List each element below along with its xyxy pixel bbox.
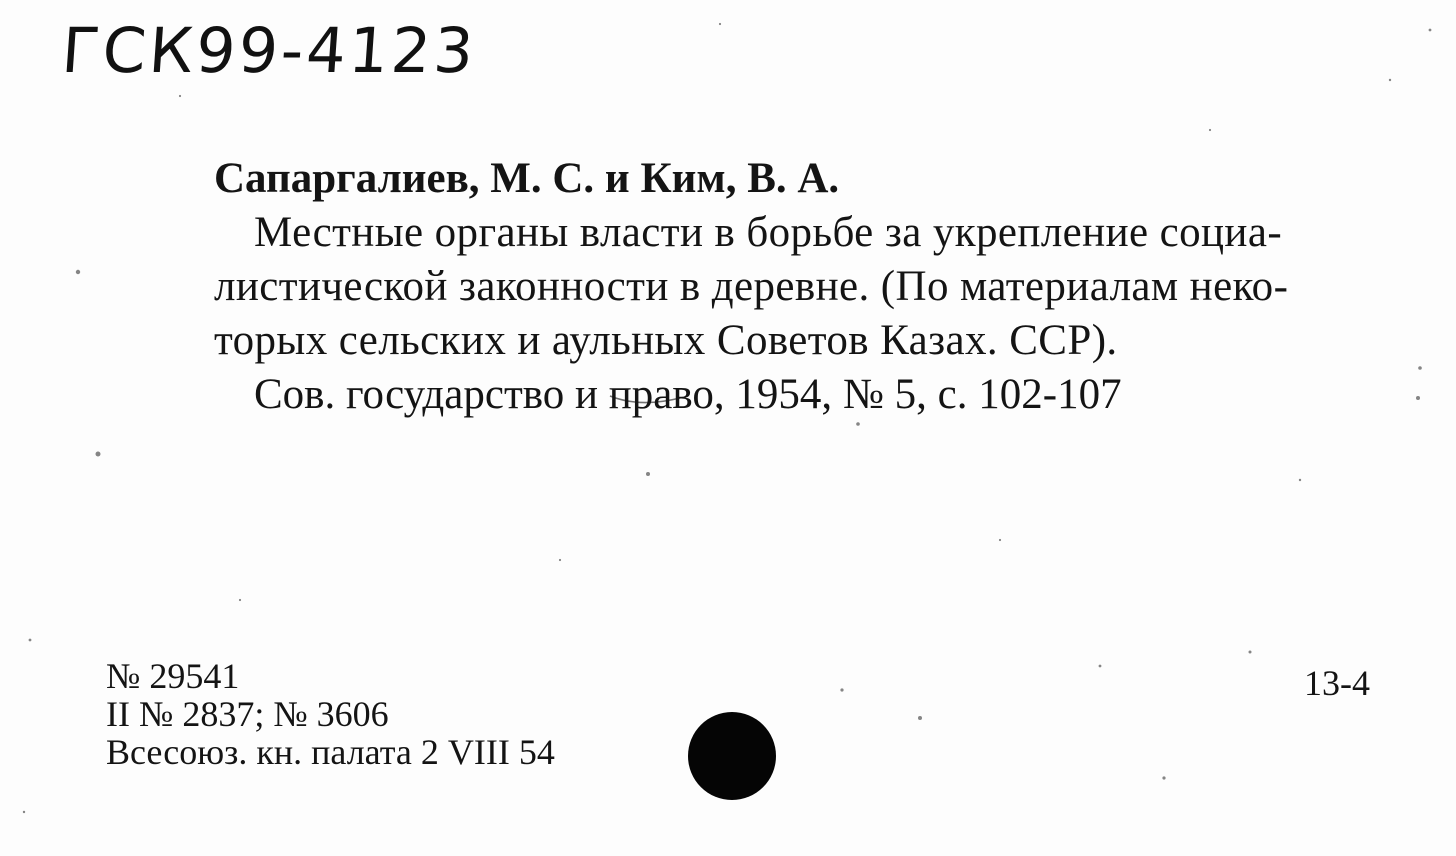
shelf-code: 13-4 xyxy=(1304,663,1370,703)
author-line: Сапаргалиев, М. С. и Ким, В. А. xyxy=(214,155,840,202)
card-footer xyxy=(106,657,555,771)
record-number: № 29541 xyxy=(106,656,240,696)
title-line-2: листической законности в деревне. (По материалам неко- xyxy=(214,263,1289,310)
publisher-line: Всесоюз. кн. палата 2 VIII 54 xyxy=(106,732,555,772)
bibliographic-entry xyxy=(214,152,1384,422)
handwritten-catalog-code: ГСК99-4123 xyxy=(59,14,479,87)
reference-numbers: II № 2837; № 3606 xyxy=(106,694,389,734)
title-line-1: Местные органы власти в борьбе за укрепление социа- xyxy=(254,209,1283,256)
punch-hole xyxy=(688,712,776,800)
title-line-3: торых сельских и аульных Советов Казах. ССР). xyxy=(214,317,1118,364)
source-line: Сов. государство и право, 1954, № 5, с. 102-107 xyxy=(254,371,1122,418)
